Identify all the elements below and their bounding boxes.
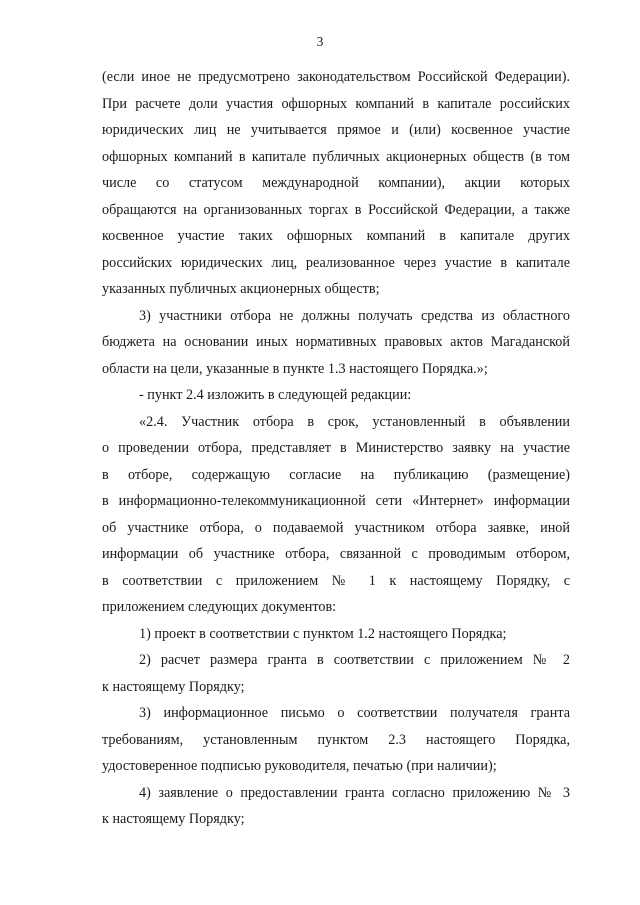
text-line: российских юридических лиц, реализованное через участие в капитале: [102, 254, 570, 271]
text-line: указанных публичных акционерных обществ;: [102, 281, 380, 297]
text-line: юридических лиц не учитывается прямое и (или) косвенное участие: [102, 122, 570, 138]
text-line: к настоящему Порядку;: [102, 811, 245, 827]
text-line: требованиям, установленным пунктом 2.3 настоящего Порядка,: [102, 731, 570, 748]
text-line: бюджета на основании иных нормативных правовых актов Магаданской: [102, 334, 570, 350]
text-line: обращаются на организованных торгах в Российской Федерации, а также: [102, 201, 570, 218]
text-line: в соответствии с приложением № 1 к настоящему Порядку, с: [102, 572, 570, 589]
text-line: приложением следующих документов:: [102, 599, 337, 615]
text-line: 2) расчет размера гранта в соответствии с приложением № 2: [139, 652, 570, 668]
text-line: косвенное участие таких офшорных компаний в капитале других: [102, 228, 570, 244]
text-line: удостоверенное подписью руководителя, печатью (при наличии);: [102, 758, 497, 774]
page-number: 3: [316, 34, 324, 49]
text-line: о проведении отбора, представляет в Министерство заявку на участие: [102, 440, 570, 456]
text-line: офшорных компаний в капитале публичных акционерных обществ (в том: [102, 148, 570, 165]
text-line: 4) заявление о предоставлении гранта согласно приложению № 3: [139, 784, 570, 801]
document-body: [102, 64, 570, 833]
text-line: информации об участнике отбора, связанной с проводимым отбором,: [102, 546, 570, 562]
text-line: в отборе, содержащую согласие на публикацию (размещение): [102, 466, 570, 483]
text-line: числе со статусом международной компании), акции которых: [102, 175, 570, 191]
text-line: - пункт 2.4 изложить в следующей редакции:: [139, 387, 412, 403]
text-line: При расчете доли участия офшорных компаний в капитале российских: [102, 95, 570, 112]
text-line: «2.4. Участник отбора в срок, установленный в объявлении: [139, 413, 570, 430]
text-line: (если иное не предусмотрено законодательством Российской Федерации).: [102, 69, 570, 85]
text-line: к настоящему Порядку;: [102, 678, 245, 695]
text-line: 3) участники отбора не должны получать средства из областного: [139, 307, 570, 324]
text-line: об участнике отбора, о подаваемой участником отбора заявке, иной: [102, 519, 570, 536]
text-line: 3) информационное письмо о соответствии получателя гранта: [139, 705, 570, 721]
text-line: в информационно-телекоммуникационной сети «Интернет» информации: [102, 493, 570, 509]
text-line: 1) проект в соответствии с пунктом 1.2 настоящего Порядка;: [139, 625, 507, 642]
text-line: области на цели, указанные в пункте 1.3 настоящего Порядка.»;: [102, 360, 488, 377]
